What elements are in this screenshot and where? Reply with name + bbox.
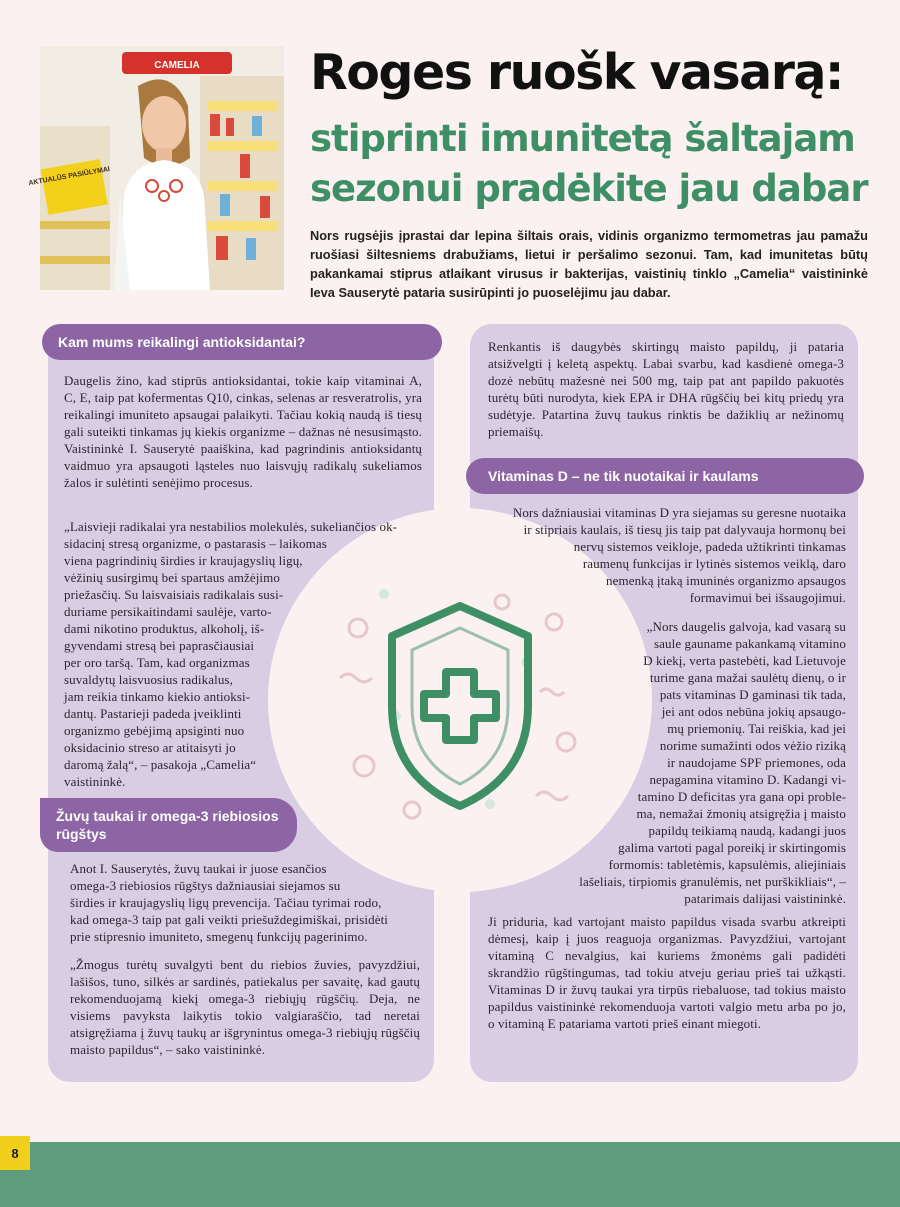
- subheadline: [310, 114, 880, 214]
- quote-line: jam reikia tinkamo kiekio antioksi-: [64, 689, 251, 704]
- vitamin-d-quote-line: ma, nemažai žmonių atsigręžia į maisto: [636, 806, 846, 821]
- vitamin-d-quote-line: galima vartoti pagal poreikį ir skirtingomis: [618, 840, 846, 855]
- antioxidants-quote: [64, 518, 424, 790]
- fish-oil-line: širdies ir kraujagyslių ligų prevencija. Tačiau tyrimai rodo,: [70, 895, 382, 910]
- headline: Roges ruošk vasarą:: [310, 44, 844, 101]
- store-sign: CAMELIA: [154, 60, 200, 71]
- quote-line: sidacinį stresą organizme, o pastarasis – laikomas: [64, 536, 327, 551]
- fish-oil-line: omega-3 riebiosios rūgštys dažniausiai siejamos su: [70, 878, 341, 893]
- page-number: 8: [0, 1136, 30, 1170]
- vitamin-d-heading: Vitaminas D – ne tik nuotaikai ir kaulams: [466, 458, 864, 494]
- antioxidants-heading: Kam mums reikalingi antioksidantai?: [42, 324, 442, 360]
- vitamin-d-quote-line: jei ant odos nebūna jokių apsaugo-: [661, 704, 846, 719]
- vitamin-d-line: raumenų funkcijas ir lytinės sistemos veiklą, daro: [582, 556, 846, 571]
- vitamin-d-quote-line: patarimais dalijasi vaistininkė.: [684, 891, 846, 906]
- vitamin-d-quote-line: nepagamina vitamino D. Kadangi vi-: [649, 772, 846, 787]
- subheadline-line: stiprinti imunitetą šaltajam: [310, 117, 855, 160]
- quote-line: per oro taršą. Tam, kad organizmas: [64, 655, 250, 670]
- quote-line: oksidacinio streso ar atitaisyti jo: [64, 740, 236, 755]
- quote-line: priežasčių. Su laisvaisiais radikalais susi-: [64, 587, 284, 602]
- vitamin-d-quote-line: lašeliais, tirpiomis granulėmis, net purškikliais“, –: [579, 874, 846, 889]
- fish-oil-line: kad omega-3 taip pat gali veikti priešuždegimiškai, prisidėti: [70, 912, 389, 927]
- quote-line: dami nikotino produktus, alkoholį, iš-: [64, 621, 265, 636]
- fish-oil-quote: „Žmogus turėtų suvalgyti bent du riebios žuvies, pavyzdžiui, lašišos, tuno, silkės ar sardinės, patiekalus per savaitę, kad gautų rekomenduojamą kiekį omega-3 riebiųjų rūgščių. Deja, ne visiems pavyksta laikytis tokio valgiaraščio, tad neretai atsigręžiama į žuvų taukų ar išgrynintus omega-3 riebiųjų rūgščių maisto papildus“, – sako vaistininkė.: [70, 957, 420, 1057]
- quote-line: „Laisvieji radikalai yra nestabilios molekulės, sukeliančios ok-: [64, 519, 398, 534]
- quote-line: vaistininkė.: [64, 774, 126, 789]
- quote-line: daromą žalą“, – pasakoja „Camelia“: [64, 757, 257, 772]
- quote-line: organizmo gebėjimą apsiginti nuo: [64, 723, 245, 738]
- intro-paragraph: Nors rugsėjis įprastai dar lepina šiltais orais, vidinis organizmo termometras jau pamažu ruošiasi šiltesniems drabužiams, lietui ir peršalimo sezonui. Tam, kad imunitetas būtų pakankamai stiprus atlaikant virusus ir bakterijas, vaistinių tinklo „Camelia“ vaistininkė Ieva Sauserytė pataria susirūpinti jo puoselėjimu jau dabar.: [310, 228, 868, 300]
- quote-line: vėžinių susirgimų bei spartaus amžėjimo: [64, 570, 280, 585]
- pharmacist-photo: [28, 46, 284, 290]
- quote-line: viena pagrindinių širdies ir kraujagyslių ligų,: [64, 553, 303, 568]
- vitamin-d-quote-line: papildų teikiamą naudą, kadangi juos: [648, 823, 846, 838]
- quote-line: dantų. Pastarieji padeda įveiklinti: [64, 706, 242, 721]
- quote-line: gyvendami stresą bei paprasčiausiai: [64, 638, 255, 653]
- fish-oil-heading: Žuvų taukai ir omega-3 riebiosios rūgštys: [40, 798, 297, 852]
- shelf-sign: AKTUALŪS PASIŪLYMAI: [28, 165, 111, 188]
- fish-oil-line: Anot I. Sauserytės, žuvų taukai ir juose esančios: [70, 861, 327, 876]
- vitamin-d-closing: Ji priduria, kad vartojant maisto papildus visada svarbu atkreipti dėmesį, kaip į juos reaguoja organizmas. Pavyzdžiui, vartojant vitaminą C nevalgius, kai kuriems žmonėms gali padidėti skrandžio rūgštingumas, tad tokiu atveju geriau prieš tai užkąsti. Vitaminas D ir žuvų taukai yra tirpūs riebaluose, tad tokius maisto papildus vaistininkė rekomenduoja vartoti valgio metu arba po jo, o vitaminą E patariama vartoti prieš einant miegoti.: [488, 914, 846, 1031]
- vitamin-d-line: formavimui bei išsaugojimui.: [689, 590, 846, 605]
- vitamin-d-quote-line: pats vitaminas D gaminasi tik tada,: [659, 687, 846, 702]
- quote-line: duriame persikaitindami saulėje, varto-: [64, 604, 272, 619]
- fish-oil-line: prie stipresnio imuniteto, smegenų funkcijų pagerinimo.: [70, 929, 368, 944]
- vitamin-d-quote-line: D kiekį, verta pastebėti, kad Lietuvoje: [643, 653, 846, 668]
- quote-line: suvaldytų laisvuosius radikalus,: [64, 672, 233, 687]
- vitamin-d-quote-line: tamino D deficitas yra gana opi proble-: [637, 789, 846, 804]
- footer-bar: [0, 1142, 900, 1207]
- vitamin-d-line: Nors dažniausiai vitaminas D yra siejamas su geresne nuotaika: [512, 505, 846, 520]
- vitamin-d-quote-line: saule gauname pakankamą vitamino: [654, 636, 846, 651]
- vitamin-d-quote-line: turime gana mažai saulėtų dienų, o ir: [649, 670, 846, 685]
- antioxidants-text: [64, 372, 422, 508]
- supplements-paragraph: Renkantis iš daugybės skirtingų maisto papildų, ji pataria atsižvelgti į keletą aspektų. Labai svarbu, kad kasdienė omega-3 dozė nebūtų mažesnė nei 500 mg, taip pat ant papildo pakuotės turėtų būti nurodyta, kiek EPA ir DHA rūgščių bei kitų priedų yra sudėtyje. Patartina žuvų taukus rinktis be dažiklių ar nežinomų priemaišų.: [488, 339, 844, 439]
- subheadline-line: sezonui pradėkite jau dabar: [310, 167, 868, 210]
- vitamin-d-quote-line: mų priemonių. Tai reiškia, kad jei: [667, 721, 846, 736]
- fish-oil-intro: [70, 860, 420, 945]
- vitamin-d-quote-line: formomis: tabletėmis, kapsulėmis, aliejiniais: [608, 857, 846, 872]
- vitamin-d-quote-line: „Nors daugelis galvoja, kad vasarą su: [646, 619, 846, 634]
- vitamin-d-quote: [500, 618, 846, 907]
- vitamin-d-line: ir stipriais kaulais, iš tiesų jis taip pat dalyvauja hormonų bei: [523, 522, 846, 537]
- medical-cross-icon: [424, 672, 496, 740]
- vitamin-d-line: nemenką įtaką imuninės organizmo apsaugos: [606, 573, 846, 588]
- vitamin-d-line: nervų sistemos veikloje, padeda užtikrinti tinkamas: [573, 539, 846, 554]
- vitamin-d-intro: [488, 504, 846, 606]
- vitamin-d-quote-line: norime sumažinti odos vėžio riziką: [659, 738, 846, 753]
- vitamin-d-quote-line: ir naudojame SPF priemones, oda: [667, 755, 846, 770]
- antioxidants-paragraph: Daugelis žino, kad stiprūs antioksidantai, tokie kaip vitaminai A, C, E, taip pat kofermentas Q10, cinkas, selenas ar resveratrolis, yra reikalingi imuniteto apsaugai palaikyti. Tačiau kokią naudą iš tiesų gali suteikti tinkamas jų kiekis organizme – dažnas nė nesusimąsto. Vaistininkė I. Sauserytė paaiškina, kad pagrindinis antioksidantų vaidmuo yra apsaugoti ląsteles nuo laisvųjų radikalų sukeliamos žalos ir sulėtinti senėjimo procesus.: [64, 373, 422, 490]
